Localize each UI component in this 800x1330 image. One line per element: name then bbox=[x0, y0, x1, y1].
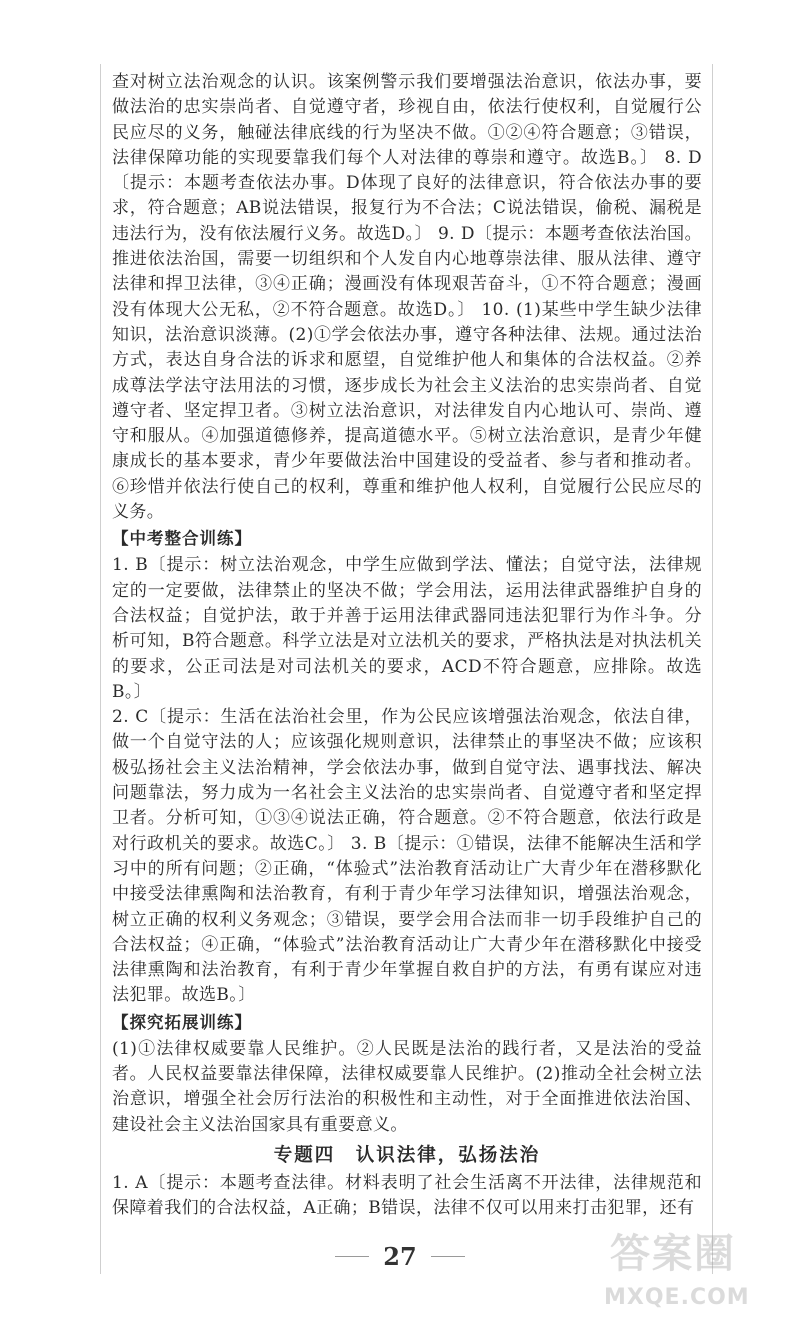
section-heading-inquiry-extension: 【探究拓展训练】 bbox=[112, 1012, 252, 1032]
answer-paragraph-topic4-q1: 1. A〔提示：本题考查法律。材料表明了社会生活离不开法律，法律规范和保障着我们的合法权益，A正确；B错误，法律不仅可以用来打击犯罪，还有 bbox=[112, 1172, 702, 1219]
answer-paragraph-q1: 1. B〔提示：树立法治观念，中学生应做到学法、懂法；自觉守法，法律规定的一定要做，法律禁止的坚决不做；学会用法，运用法律武器维护自身的合法权益；自觉护法，敢于并善于运用法律武器同违法犯罪行为作斗争。分析可知，B符合题意。科学立法是对立法机关的要求，严格执法是对执法机关的要求，公正司法是对司法机关的要求，ACD不符合题意，应排除。故选B。〕 bbox=[112, 555, 702, 702]
section-heading-exam-integration: 【中考整合训练】 bbox=[112, 529, 252, 549]
page-number: 27 bbox=[383, 1241, 417, 1271]
right-margin-rule bbox=[712, 64, 713, 1274]
left-margin-rule bbox=[100, 64, 101, 1274]
answer-paragraph-q2-q3: 2. C〔提示：生活在法治社会里，作为公民应该增强法治观念，依法自律，做一个自觉守法的人；应该强化规则意识，法律禁止的事坚决不做；应该积极弘扬社会主义法治精神，学会依法办事，做到自觉守法、遇事找法、解决问题靠法，努力成为一名社会主义法治的忠实崇尚者、自觉遵守者和坚定捍卫者。分析可知，①③④说法正确，符合题意。②不符合题意，依法行政是对行政机关的要求。故选C。〕 3. B〔提示：①错误，法律不能解决生活和学习中的所有问题；②正确，“体验式”法治教育活动让广大青少年在潜移默化中接受法律熏陶和法治教育，有利于青少年学习法律知识，增强法治观念，树立正确的权利义务观念；③错误，要学会用合法而非一切手段维护自己的合法权益；④正确，“体验式”法治教育活动让广大青少年在潜移默化中接受法律熏陶和法治教育，有利于青少年掌握自救自护的方法，有勇有谋应对违法犯罪。故选B。〕 bbox=[112, 707, 702, 1006]
watermark-logo bbox=[604, 1222, 784, 1312]
answer-paragraph-inquiry: (1)①法律权威要靠人民维护。②人民既是法治的践行者，又是法治的受益者。人民权益要靠法律保障，法律权威要靠人民维护。(2)推动全社会树立法治意识，增强全社会厉行法治的积极性和主动性，对于全面推进依法治国、建设社会主义法治国家具有重要意义。 bbox=[112, 1038, 702, 1135]
answer-paragraph-continued: 查对树立法治观念的认识。该案例警示我们要增强法治意识，依法办事，要做法治的忠实崇尚者、自觉遵守者，珍视自由，依法行使权利，自觉履行公民应尽的义务，触碰法律底线的行为坚决不做。①②④符合题意；③错误，法律保障功能的实现要靠我们每个人对法律的尊崇和遵守。故选B。〕 8. D〔提示：本题考查依法办事。D体现了良好的法律意识，符合依法办事的要求，符合题意；AB说法错误，报复行为不合法；C说法错误，偷税、漏税是违法行为，没有依法履行义务。故选D。〕 9. D〔提示：本题考查依法治国。推进依法治国，需要一切组织和个人发自内心地尊崇法律、服从法律、遵守法律和捍卫法律，③④正确；漫画没有体现艰苦奋斗，①不符合题意；漫画没有体现大公无私，②不符合题意。故选D。〕 10. (1)某些中学生缺少法律知识，法治意识淡薄。(2)①学会依法办事，遵守各种法律、法规。通过法治方式，表达自身合法的诉求和愿望，自觉维护他人和集体的合法权益。②养成尊法学法守法用法的习惯，逐步成长为社会主义法治的忠实崇尚者、自觉遵守者、坚定捍卫者。③树立法治意识，对法律发自内心地认可、崇尚、遵守和服从。④加强道德修养，提高道德水平。⑤树立法治意识，是青少年健康成长的基本要求，青少年要做法治中国建设的受益者、参与者和推动者。⑥珍惜并依法行使自己的权利，尊重和维护他人权利，自觉履行公民应尽的义务。 bbox=[112, 72, 702, 523]
watermark-url: MXQE.COM bbox=[604, 1285, 750, 1310]
topic-title: 专题四 认识法律，弘扬法治 bbox=[273, 1144, 541, 1166]
watermark-title: 答案圈 bbox=[610, 1231, 736, 1277]
answer-page-body bbox=[112, 70, 702, 1221]
footer-rule-left bbox=[335, 1256, 369, 1257]
footer-rule-right bbox=[431, 1256, 465, 1257]
